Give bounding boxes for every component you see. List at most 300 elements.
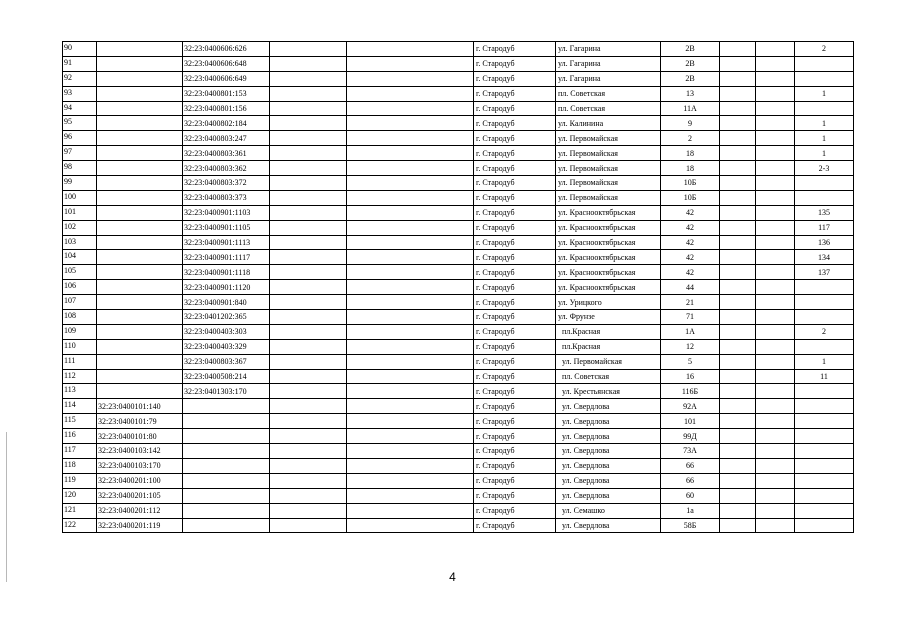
cell-house-number: 116Б bbox=[661, 384, 720, 399]
cell-blank-col-10 bbox=[756, 354, 795, 369]
table-row bbox=[63, 205, 854, 220]
cell-blank-col-4 bbox=[270, 503, 347, 518]
cell-street: ул. Свердлова bbox=[556, 458, 661, 473]
cell-apartment: 134 bbox=[795, 250, 854, 265]
cell-blank-col-9 bbox=[720, 295, 756, 310]
cell-building-number: 32:23:0401202:365 bbox=[183, 310, 270, 325]
cell-apartment: 11 bbox=[795, 369, 854, 384]
cell-city: г. Стародуб bbox=[474, 369, 556, 384]
table-row bbox=[63, 71, 854, 86]
table-row bbox=[63, 384, 854, 399]
cell-city: г. Стародуб bbox=[474, 116, 556, 131]
cell-blank-col-10 bbox=[756, 42, 795, 57]
cell-house-number: 11А bbox=[661, 101, 720, 116]
cell-building-number: 32:23:0400901:1113 bbox=[183, 235, 270, 250]
cell-house-number: 101 bbox=[661, 414, 720, 429]
cell-street: ул. Краснооктябрьская bbox=[556, 235, 661, 250]
cell-street: ул. Урицкого bbox=[556, 295, 661, 310]
cell-street: ул. Краснооктябрьская bbox=[556, 250, 661, 265]
cell-blank-col-9 bbox=[720, 310, 756, 325]
cell-street: ул. Свердлова bbox=[556, 414, 661, 429]
cell-apartment: 1 bbox=[795, 354, 854, 369]
table-row bbox=[63, 369, 854, 384]
cell-blank-col-10 bbox=[756, 384, 795, 399]
cell-blank-col-4 bbox=[270, 414, 347, 429]
cell-city: г. Стародуб bbox=[474, 280, 556, 295]
cell-parcel-number bbox=[97, 101, 183, 116]
table-row bbox=[63, 190, 854, 205]
cell-city: г. Стародуб bbox=[474, 384, 556, 399]
cell-building-number: 32:23:0400403:303 bbox=[183, 324, 270, 339]
cell-blank-col-4 bbox=[270, 101, 347, 116]
cell-blank-col-9 bbox=[720, 518, 756, 533]
cell-blank-col-9 bbox=[720, 265, 756, 280]
cell-city: г. Стародуб bbox=[474, 354, 556, 369]
cell-blank-col-10 bbox=[756, 235, 795, 250]
cell-row-number: 95 bbox=[63, 116, 97, 131]
table-row bbox=[63, 324, 854, 339]
cell-blank-col-4 bbox=[270, 220, 347, 235]
cell-apartment bbox=[795, 399, 854, 414]
cell-row-number: 90 bbox=[63, 42, 97, 57]
cell-blank-col-9 bbox=[720, 161, 756, 176]
table-row bbox=[63, 354, 854, 369]
cell-blank-col-5 bbox=[347, 265, 474, 280]
table-row bbox=[63, 295, 854, 310]
cell-apartment bbox=[795, 458, 854, 473]
cell-house-number: 2В bbox=[661, 56, 720, 71]
cell-row-number: 92 bbox=[63, 71, 97, 86]
cell-blank-col-4 bbox=[270, 161, 347, 176]
cell-city: г. Стародуб bbox=[474, 131, 556, 146]
cell-blank-col-9 bbox=[720, 190, 756, 205]
cell-blank-col-9 bbox=[720, 220, 756, 235]
cell-house-number: 18 bbox=[661, 161, 720, 176]
cell-apartment bbox=[795, 280, 854, 295]
cell-city: г. Стародуб bbox=[474, 414, 556, 429]
cell-house-number: 18 bbox=[661, 146, 720, 161]
cell-blank-col-4 bbox=[270, 354, 347, 369]
cell-parcel-number bbox=[97, 324, 183, 339]
cell-parcel-number bbox=[97, 250, 183, 265]
cell-house-number: 2В bbox=[661, 42, 720, 57]
cell-blank-col-4 bbox=[270, 324, 347, 339]
cell-house-number: 42 bbox=[661, 235, 720, 250]
cell-blank-col-9 bbox=[720, 101, 756, 116]
cell-building-number bbox=[183, 399, 270, 414]
cell-house-number: 10Б bbox=[661, 190, 720, 205]
cell-blank-col-9 bbox=[720, 116, 756, 131]
cell-row-number: 96 bbox=[63, 131, 97, 146]
cell-house-number: 58Б bbox=[661, 518, 720, 533]
cell-city: г. Стародуб bbox=[474, 71, 556, 86]
cell-city: г. Стародуб bbox=[474, 250, 556, 265]
cell-building-number: 32:23:0400803:367 bbox=[183, 354, 270, 369]
cell-house-number: 42 bbox=[661, 220, 720, 235]
cell-house-number: 12 bbox=[661, 339, 720, 354]
cell-blank-col-9 bbox=[720, 146, 756, 161]
cell-street: ул. Крестьянская bbox=[556, 384, 661, 399]
cell-blank-col-4 bbox=[270, 518, 347, 533]
cell-blank-col-5 bbox=[347, 146, 474, 161]
cell-row-number: 105 bbox=[63, 265, 97, 280]
cell-row-number: 111 bbox=[63, 354, 97, 369]
cell-blank-col-9 bbox=[720, 444, 756, 459]
cell-blank-col-5 bbox=[347, 414, 474, 429]
cell-row-number: 103 bbox=[63, 235, 97, 250]
cell-building-number: 32:23:0400508:214 bbox=[183, 369, 270, 384]
cell-blank-col-10 bbox=[756, 473, 795, 488]
cell-house-number: 10Б bbox=[661, 176, 720, 191]
table-row bbox=[63, 101, 854, 116]
cell-row-number: 114 bbox=[63, 399, 97, 414]
cell-street: ул. Первомайская bbox=[556, 131, 661, 146]
cell-blank-col-5 bbox=[347, 161, 474, 176]
cell-blank-col-5 bbox=[347, 503, 474, 518]
cell-city: г. Стародуб bbox=[474, 161, 556, 176]
cell-parcel-number bbox=[97, 176, 183, 191]
cell-blank-col-5 bbox=[347, 220, 474, 235]
cell-blank-col-5 bbox=[347, 101, 474, 116]
cell-blank-col-5 bbox=[347, 42, 474, 57]
cell-blank-col-5 bbox=[347, 444, 474, 459]
cell-parcel-number: 32:23:0400103:170 bbox=[97, 458, 183, 473]
cell-city: г. Стародуб bbox=[474, 295, 556, 310]
cell-blank-col-10 bbox=[756, 429, 795, 444]
table-row bbox=[63, 518, 854, 533]
cell-building-number: 32:23:0400803:372 bbox=[183, 176, 270, 191]
cell-city: г. Стародуб bbox=[474, 488, 556, 503]
cell-parcel-number bbox=[97, 205, 183, 220]
cell-apartment: 2-3 bbox=[795, 161, 854, 176]
cell-house-number: 66 bbox=[661, 458, 720, 473]
cell-street: ул. Краснооктябрьская bbox=[556, 280, 661, 295]
cell-street: пл. Советская bbox=[556, 86, 661, 101]
cell-row-number: 101 bbox=[63, 205, 97, 220]
cell-blank-col-5 bbox=[347, 488, 474, 503]
cell-street: пл. Советская bbox=[556, 101, 661, 116]
register-table bbox=[62, 41, 854, 533]
cell-blank-col-5 bbox=[347, 384, 474, 399]
cell-building-number bbox=[183, 444, 270, 459]
cell-row-number: 113 bbox=[63, 384, 97, 399]
cell-house-number: 73А bbox=[661, 444, 720, 459]
cell-blank-col-5 bbox=[347, 235, 474, 250]
cell-row-number: 98 bbox=[63, 161, 97, 176]
cell-parcel-number bbox=[97, 384, 183, 399]
cell-blank-col-4 bbox=[270, 384, 347, 399]
cell-building-number bbox=[183, 503, 270, 518]
cell-blank-col-5 bbox=[347, 369, 474, 384]
table-row bbox=[63, 399, 854, 414]
cell-blank-col-4 bbox=[270, 71, 347, 86]
table-row bbox=[63, 220, 854, 235]
cell-row-number: 120 bbox=[63, 488, 97, 503]
cell-street: ул. Краснооктябрьская bbox=[556, 265, 661, 280]
cell-street: пл.Красная bbox=[556, 339, 661, 354]
cell-street: ул. Первомайская bbox=[556, 161, 661, 176]
cell-blank-col-10 bbox=[756, 488, 795, 503]
cell-blank-col-9 bbox=[720, 414, 756, 429]
cell-row-number: 119 bbox=[63, 473, 97, 488]
table-row bbox=[63, 176, 854, 191]
cell-street: ул. Гагарина bbox=[556, 42, 661, 57]
cell-city: г. Стародуб bbox=[474, 56, 556, 71]
cell-building-number: 32:23:0400802:184 bbox=[183, 116, 270, 131]
cell-parcel-number: 32:23:0400101:79 bbox=[97, 414, 183, 429]
cell-blank-col-10 bbox=[756, 310, 795, 325]
cell-house-number: 66 bbox=[661, 473, 720, 488]
cell-blank-col-9 bbox=[720, 339, 756, 354]
cell-apartment bbox=[795, 503, 854, 518]
cell-apartment: 135 bbox=[795, 205, 854, 220]
cell-blank-col-10 bbox=[756, 414, 795, 429]
cell-row-number: 100 bbox=[63, 190, 97, 205]
cell-building-number bbox=[183, 518, 270, 533]
cell-blank-col-9 bbox=[720, 280, 756, 295]
cell-blank-col-10 bbox=[756, 458, 795, 473]
table-row bbox=[63, 56, 854, 71]
cell-parcel-number: 32:23:0400103:142 bbox=[97, 444, 183, 459]
cell-blank-col-5 bbox=[347, 399, 474, 414]
cell-blank-col-9 bbox=[720, 369, 756, 384]
cell-blank-col-5 bbox=[347, 429, 474, 444]
cell-parcel-number bbox=[97, 295, 183, 310]
cell-house-number: 44 bbox=[661, 280, 720, 295]
cell-parcel-number: 32:23:0400201:112 bbox=[97, 503, 183, 518]
cell-row-number: 121 bbox=[63, 503, 97, 518]
cell-street: ул. Краснооктябрьская bbox=[556, 205, 661, 220]
table-row bbox=[63, 444, 854, 459]
table-row bbox=[63, 339, 854, 354]
cell-street: пл.Красная bbox=[556, 324, 661, 339]
table-row bbox=[63, 280, 854, 295]
cell-blank-col-5 bbox=[347, 190, 474, 205]
table-row bbox=[63, 503, 854, 518]
cell-blank-col-10 bbox=[756, 205, 795, 220]
cell-house-number: 13 bbox=[661, 86, 720, 101]
cell-apartment bbox=[795, 190, 854, 205]
cell-parcel-number bbox=[97, 56, 183, 71]
cell-apartment bbox=[795, 488, 854, 503]
cell-building-number bbox=[183, 473, 270, 488]
page-number: 4 bbox=[449, 570, 456, 584]
cell-blank-col-9 bbox=[720, 488, 756, 503]
cell-row-number: 122 bbox=[63, 518, 97, 533]
cell-blank-col-10 bbox=[756, 86, 795, 101]
cell-street: ул. Первомайская bbox=[556, 176, 661, 191]
cell-blank-col-10 bbox=[756, 399, 795, 414]
cell-parcel-number bbox=[97, 369, 183, 384]
cell-blank-col-5 bbox=[347, 295, 474, 310]
cell-apartment: 2 bbox=[795, 42, 854, 57]
cell-blank-col-5 bbox=[347, 324, 474, 339]
table-row bbox=[63, 488, 854, 503]
cell-apartment: 1 bbox=[795, 86, 854, 101]
cell-blank-col-4 bbox=[270, 369, 347, 384]
cell-building-number: 32:23:0400803:373 bbox=[183, 190, 270, 205]
cell-blank-col-9 bbox=[720, 503, 756, 518]
cell-city: г. Стародуб bbox=[474, 518, 556, 533]
cell-blank-col-5 bbox=[347, 473, 474, 488]
cell-blank-col-9 bbox=[720, 235, 756, 250]
cell-house-number: 1а bbox=[661, 503, 720, 518]
cell-blank-col-5 bbox=[347, 116, 474, 131]
cell-apartment: 1 bbox=[795, 146, 854, 161]
cell-building-number: 32:23:0400901:1117 bbox=[183, 250, 270, 265]
cell-blank-col-4 bbox=[270, 56, 347, 71]
cell-blank-col-10 bbox=[756, 518, 795, 533]
cell-house-number: 16 bbox=[661, 369, 720, 384]
cell-street: ул. Фрунзе bbox=[556, 310, 661, 325]
cell-city: г. Стародуб bbox=[474, 458, 556, 473]
table-row bbox=[63, 131, 854, 146]
cell-row-number: 110 bbox=[63, 339, 97, 354]
table-row bbox=[63, 161, 854, 176]
cell-house-number: 5 bbox=[661, 354, 720, 369]
cell-street: пл. Советская bbox=[556, 369, 661, 384]
cell-house-number: 42 bbox=[661, 265, 720, 280]
register-table-body bbox=[63, 42, 854, 533]
cell-apartment bbox=[795, 71, 854, 86]
cell-blank-col-4 bbox=[270, 146, 347, 161]
cell-blank-col-4 bbox=[270, 444, 347, 459]
table-row bbox=[63, 250, 854, 265]
cell-blank-col-9 bbox=[720, 71, 756, 86]
cell-blank-col-10 bbox=[756, 503, 795, 518]
table-row bbox=[63, 235, 854, 250]
cell-blank-col-9 bbox=[720, 86, 756, 101]
cell-apartment bbox=[795, 339, 854, 354]
cell-apartment bbox=[795, 56, 854, 71]
cell-blank-col-4 bbox=[270, 399, 347, 414]
cell-city: г. Стародуб bbox=[474, 42, 556, 57]
cell-city: г. Стародуб bbox=[474, 429, 556, 444]
cell-parcel-number bbox=[97, 310, 183, 325]
cell-blank-col-5 bbox=[347, 310, 474, 325]
cell-house-number: 2В bbox=[661, 71, 720, 86]
cell-street: ул. Свердлова bbox=[556, 429, 661, 444]
cell-parcel-number: 32:23:0400101:80 bbox=[97, 429, 183, 444]
cell-building-number bbox=[183, 414, 270, 429]
cell-city: г. Стародуб bbox=[474, 399, 556, 414]
cell-parcel-number bbox=[97, 235, 183, 250]
cell-row-number: 108 bbox=[63, 310, 97, 325]
cell-street: ул. Первомайская bbox=[556, 354, 661, 369]
cell-row-number: 97 bbox=[63, 146, 97, 161]
cell-parcel-number bbox=[97, 190, 183, 205]
cell-row-number: 91 bbox=[63, 56, 97, 71]
cell-city: г. Стародуб bbox=[474, 176, 556, 191]
cell-blank-col-10 bbox=[756, 265, 795, 280]
cell-house-number: 99Д bbox=[661, 429, 720, 444]
cell-building-number: 32:23:0400803:362 bbox=[183, 161, 270, 176]
cell-street: ул. Свердлова bbox=[556, 399, 661, 414]
table-row bbox=[63, 42, 854, 57]
table-row bbox=[63, 310, 854, 325]
cell-parcel-number bbox=[97, 280, 183, 295]
cell-city: г. Стародуб bbox=[474, 444, 556, 459]
cell-blank-col-9 bbox=[720, 473, 756, 488]
cell-building-number: 32:23:0400901:1120 bbox=[183, 280, 270, 295]
cell-blank-col-9 bbox=[720, 399, 756, 414]
cell-apartment bbox=[795, 295, 854, 310]
cell-street: ул. Первомайская bbox=[556, 190, 661, 205]
table-row bbox=[63, 429, 854, 444]
scan-artifact-line bbox=[6, 432, 7, 582]
cell-parcel-number bbox=[97, 86, 183, 101]
cell-city: г. Стародуб bbox=[474, 265, 556, 280]
cell-building-number: 32:23:0400606:626 bbox=[183, 42, 270, 57]
cell-apartment bbox=[795, 176, 854, 191]
cell-blank-col-10 bbox=[756, 71, 795, 86]
cell-building-number: 32:23:0400606:649 bbox=[183, 71, 270, 86]
cell-blank-col-5 bbox=[347, 354, 474, 369]
cell-blank-col-10 bbox=[756, 190, 795, 205]
cell-blank-col-10 bbox=[756, 56, 795, 71]
cell-blank-col-10 bbox=[756, 101, 795, 116]
cell-blank-col-9 bbox=[720, 354, 756, 369]
cell-building-number bbox=[183, 458, 270, 473]
cell-building-number: 32:23:0400901:1105 bbox=[183, 220, 270, 235]
cell-blank-col-10 bbox=[756, 116, 795, 131]
cell-apartment bbox=[795, 518, 854, 533]
cell-apartment: 137 bbox=[795, 265, 854, 280]
cell-apartment: 1 bbox=[795, 116, 854, 131]
cell-building-number bbox=[183, 429, 270, 444]
cell-street: ул. Краснооктябрьская bbox=[556, 220, 661, 235]
cell-blank-col-9 bbox=[720, 429, 756, 444]
cell-blank-col-10 bbox=[756, 295, 795, 310]
cell-blank-col-4 bbox=[270, 176, 347, 191]
cell-apartment bbox=[795, 384, 854, 399]
cell-blank-col-9 bbox=[720, 384, 756, 399]
cell-row-number: 102 bbox=[63, 220, 97, 235]
cell-apartment: 2 bbox=[795, 324, 854, 339]
cell-city: г. Стародуб bbox=[474, 101, 556, 116]
cell-blank-col-4 bbox=[270, 235, 347, 250]
cell-row-number: 109 bbox=[63, 324, 97, 339]
cell-blank-col-10 bbox=[756, 369, 795, 384]
cell-house-number: 60 bbox=[661, 488, 720, 503]
cell-blank-col-4 bbox=[270, 116, 347, 131]
cell-blank-col-10 bbox=[756, 161, 795, 176]
cell-apartment bbox=[795, 473, 854, 488]
cell-street: ул. Семашко bbox=[556, 503, 661, 518]
cell-blank-col-5 bbox=[347, 339, 474, 354]
table-row bbox=[63, 146, 854, 161]
cell-blank-col-5 bbox=[347, 71, 474, 86]
cell-parcel-number bbox=[97, 42, 183, 57]
cell-blank-col-9 bbox=[720, 250, 756, 265]
cell-blank-col-9 bbox=[720, 458, 756, 473]
cell-city: г. Стародуб bbox=[474, 503, 556, 518]
cell-street: ул. Свердлова bbox=[556, 444, 661, 459]
cell-blank-col-9 bbox=[720, 176, 756, 191]
cell-blank-col-10 bbox=[756, 250, 795, 265]
cell-row-number: 99 bbox=[63, 176, 97, 191]
cell-city: г. Стародуб bbox=[474, 324, 556, 339]
cell-house-number: 21 bbox=[661, 295, 720, 310]
cell-building-number: 32:23:0400801:156 bbox=[183, 101, 270, 116]
cell-blank-col-9 bbox=[720, 131, 756, 146]
cell-row-number: 112 bbox=[63, 369, 97, 384]
cell-house-number: 9 bbox=[661, 116, 720, 131]
cell-building-number: 32:23:0400606:648 bbox=[183, 56, 270, 71]
cell-house-number: 1А bbox=[661, 324, 720, 339]
cell-apartment: 117 bbox=[795, 220, 854, 235]
cell-blank-col-5 bbox=[347, 458, 474, 473]
